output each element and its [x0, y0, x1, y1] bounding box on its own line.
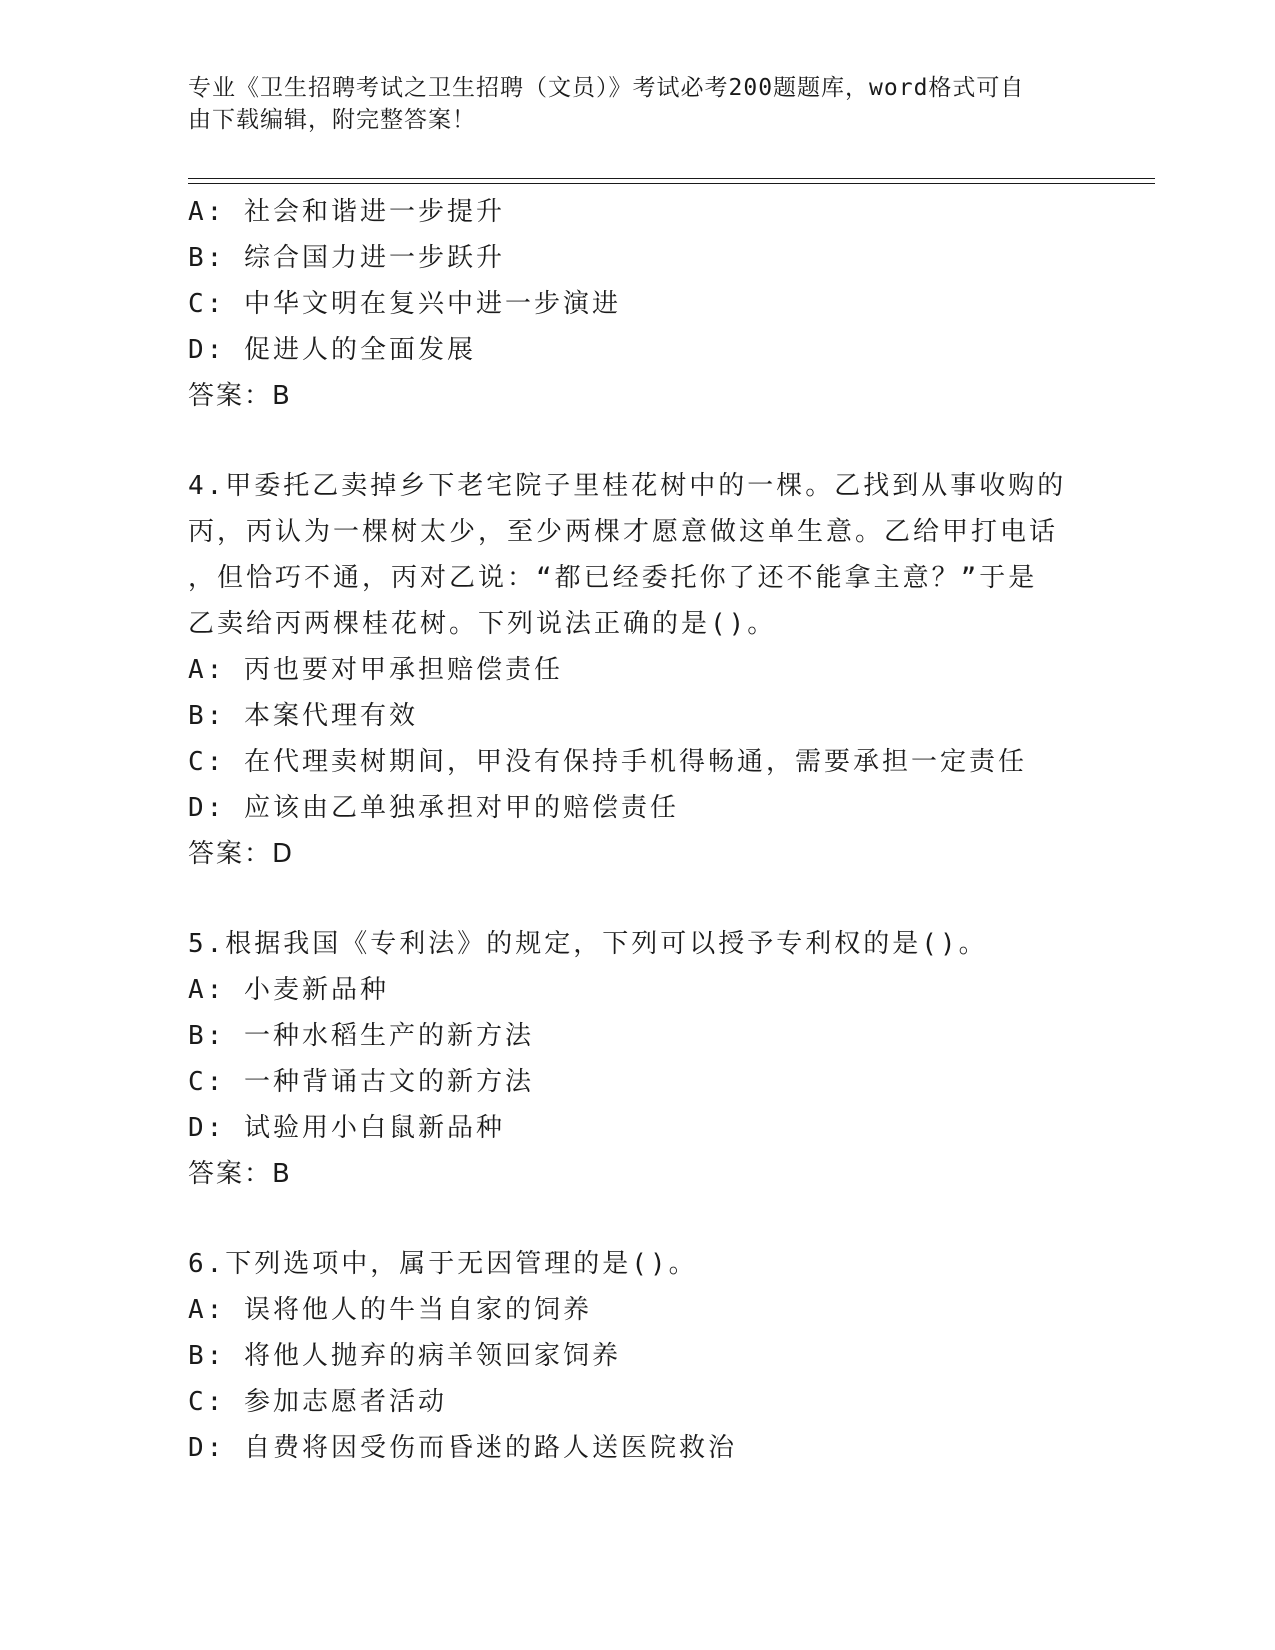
option-c: C: 在代理卖树期间，甲没有保持手机得畅通，需要承担一定责任	[188, 747, 1027, 777]
header-line-2: 由下载编辑，附完整答案！	[188, 107, 476, 133]
option-a: A: 小麦新品种	[188, 975, 389, 1005]
answer-label: 答案：B	[188, 1159, 292, 1189]
question-4	[188, 463, 1088, 877]
question-list	[188, 189, 1088, 1471]
option-c: C: 一种背诵古文的新方法	[188, 1067, 534, 1097]
option-b: B: 一种水稻生产的新方法	[188, 1021, 534, 1051]
header-line-1: 专业《卫生招聘考试之卫生招聘（文员）》考试必考200题题库，word格式可自	[188, 75, 1025, 101]
option-d: D: 应该由乙单独承担对甲的赔偿责任	[188, 793, 679, 823]
option-d: D: 促进人的全面发展	[188, 335, 476, 365]
answer-label: 答案：B	[188, 381, 292, 411]
option-a: A: 社会和谐进一步提升	[188, 197, 505, 227]
spacer	[188, 877, 1088, 921]
question-3	[188, 189, 1088, 419]
spacer	[188, 1197, 1088, 1241]
option-b: B: 本案代理有效	[188, 701, 418, 731]
question-stem-line: 4.甲委托乙卖掉乡下老宅院子里桂花树中的一棵。乙找到从事收购的	[188, 471, 1067, 501]
question-5	[188, 921, 1088, 1197]
question-stem-line: 5.根据我国《专利法》的规定，下列可以授予专利权的是()。	[188, 929, 988, 959]
question-stem-line: 乙卖给丙两棵桂花树。下列说法正确的是()。	[188, 609, 777, 639]
header-divider-top	[188, 178, 1155, 179]
option-b: B: 综合国力进一步跃升	[188, 243, 505, 273]
option-d: D: 自费将因受伤而昏迷的路人送医院救治	[188, 1433, 737, 1463]
option-d: D: 试验用小白鼠新品种	[188, 1113, 505, 1143]
question-stem-line: ，但恰巧不通，丙对乙说：“都已经委托你了还不能拿主意？”于是	[188, 563, 1038, 593]
option-a: A: 丙也要对甲承担赔偿责任	[188, 655, 563, 685]
spacer	[188, 419, 1088, 463]
question-stem-line: 6.下列选项中，属于无因管理的是()。	[188, 1249, 698, 1279]
question-stem-line: 丙，丙认为一棵树太少，至少两棵才愿意做这单生意。乙给甲打电话	[188, 517, 1059, 547]
document-header	[188, 72, 1088, 136]
option-b: B: 将他人抛弃的病羊领回家饲养	[188, 1341, 621, 1371]
option-c: C: 参加志愿者活动	[188, 1387, 447, 1417]
question-6	[188, 1241, 1088, 1471]
option-a: A: 误将他人的牛当自家的饲养	[188, 1295, 592, 1325]
option-c: C: 中华文明在复兴中进一步演进	[188, 289, 621, 319]
answer-label: 答案：D	[188, 839, 295, 869]
header-divider-bottom	[188, 183, 1155, 184]
